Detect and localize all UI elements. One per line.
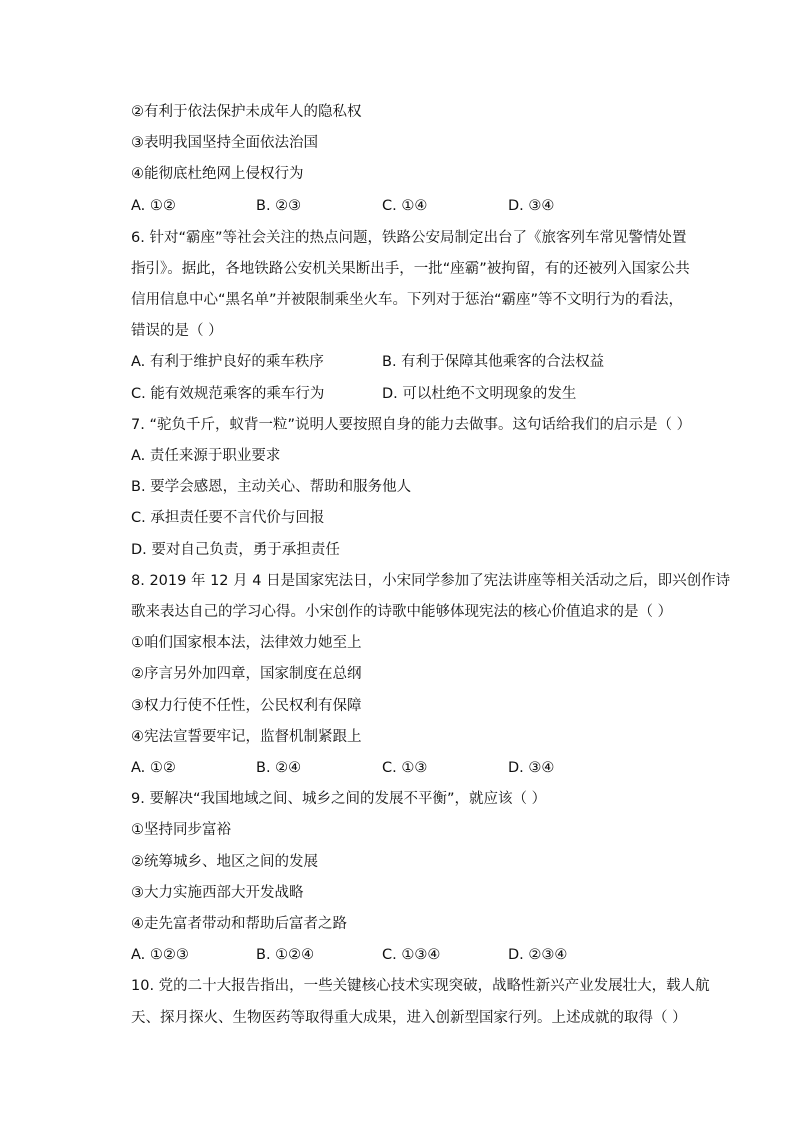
- q9-option-b[interactable]: B. ①②④: [256, 947, 315, 963]
- q6-option-a[interactable]: A. 有利于维护良好的乘车秩序: [131, 354, 324, 370]
- q9-option-d[interactable]: D. ②③④: [508, 947, 568, 963]
- q7-option-c[interactable]: C. 承担责任要不言代价与回报: [131, 510, 325, 526]
- q9-stem: 9. 要解决“我国地域之间、城乡之间的发展不平衡”，就应该（ ）: [131, 791, 547, 807]
- q8-option-d[interactable]: D. ③④: [508, 760, 555, 776]
- q7-option-a[interactable]: A. 责任来源于职业要求: [131, 448, 281, 464]
- q6-options-row-2: [131, 384, 691, 404]
- q5-item-4: ④能彻底杜绝网上侵权行为: [131, 166, 304, 182]
- q6-options-row-1: [131, 352, 691, 372]
- q7-option-b[interactable]: B. 要学会感恩，主动关心、帮助和服务他人: [131, 479, 412, 495]
- q5-option-b[interactable]: B. ②③: [256, 198, 302, 214]
- q6-option-b[interactable]: B. 有利于保障其他乘客的合法权益: [382, 354, 605, 370]
- q10-stem-line-1: 10. 党的二十大报告指出，一些关键核心技术实现突破，战略性新兴产业发展壮大，载人航: [131, 978, 710, 994]
- q9-item-3: ③大力实施西部大开发战略: [131, 885, 304, 901]
- q8-option-b[interactable]: B. ②④: [256, 760, 302, 776]
- q6-option-d[interactable]: D. 可以杜绝不文明现象的发生: [382, 386, 577, 402]
- q6-stem-line-4: 错误的是（ ）: [131, 323, 223, 339]
- q8-item-2: ②序言另外加四章，国家制度在总纲: [131, 666, 362, 682]
- q8-item-3: ③权力行使不任性，公民权利有保障: [131, 698, 362, 714]
- q8-option-a[interactable]: A. ①②: [131, 760, 176, 776]
- q8-item-1: ①咱们国家根本法，法律效力她至上: [131, 635, 362, 651]
- q9-item-1: ①坚持同步富裕: [131, 822, 231, 838]
- q8-item-4: ④宪法宣誓要牢记，监督机制紧跟上: [131, 729, 362, 745]
- q6-option-c[interactable]: C. 能有效规范乘客的乘车行为: [131, 386, 325, 402]
- q5-item-3: ③表明我国坚持全面依法治国: [131, 135, 318, 151]
- q6-stem-line-2: 指引》。据此，各地铁路公安机关果断出手，一批“座霸”被拘留，有的还被列入国家公共: [131, 261, 690, 277]
- q9-option-a[interactable]: A. ①②③: [131, 947, 189, 963]
- q8-stem-line-1: 8. 2019 年 12 月 4 日是国家宪法日，小宋同学参加了宪法讲座等相关活动之后，即兴创作诗: [131, 573, 731, 589]
- q7-stem: 7. “驼负千斤，蚁背一粒”说明人要按照自身的能力去做事。这句话给我们的启示是（ ）: [131, 417, 692, 433]
- q9-item-4: ④走先富者带动和帮助后富者之路: [131, 916, 347, 932]
- q9-item-2: ②统筹城乡、地区之间的发展: [131, 854, 318, 870]
- q7-option-d[interactable]: D. 要对自己负责，勇于承担责任: [131, 542, 340, 558]
- q8-option-c[interactable]: C. ①③: [382, 760, 428, 776]
- q5-option-d[interactable]: D. ③④: [508, 198, 555, 214]
- q9-option-c[interactable]: C. ①③④: [382, 947, 441, 963]
- q5-option-a[interactable]: A. ①②: [131, 198, 176, 214]
- q8-stem-line-2: 歌来表达自己的学习心得。小宋创作的诗歌中能够体现宪法的核心价值追求的是（ ）: [131, 604, 673, 620]
- q9-options: [131, 945, 691, 965]
- q6-stem-line-3: 信用信息中心“黑名单”并被限制乘坐火车。下列对于惩治“霸座”等不文明行为的看法，: [131, 292, 684, 308]
- q10-stem-line-2: 天、探月探火、生物医药等取得重大成果，进入创新型国家行列。上述成就的取得（ ）: [131, 1010, 687, 1026]
- q5-option-c[interactable]: C. ①④: [382, 198, 428, 214]
- q5-options: [131, 196, 691, 216]
- q6-stem-line-1: 6. 针对“霸座”等社会关注的热点问题，铁路公安局制定出台了《旅客列车常见警情处置: [131, 230, 687, 246]
- q5-item-2: ②有利于依法保护未成年人的隐私权: [131, 104, 362, 120]
- q8-options: [131, 758, 691, 778]
